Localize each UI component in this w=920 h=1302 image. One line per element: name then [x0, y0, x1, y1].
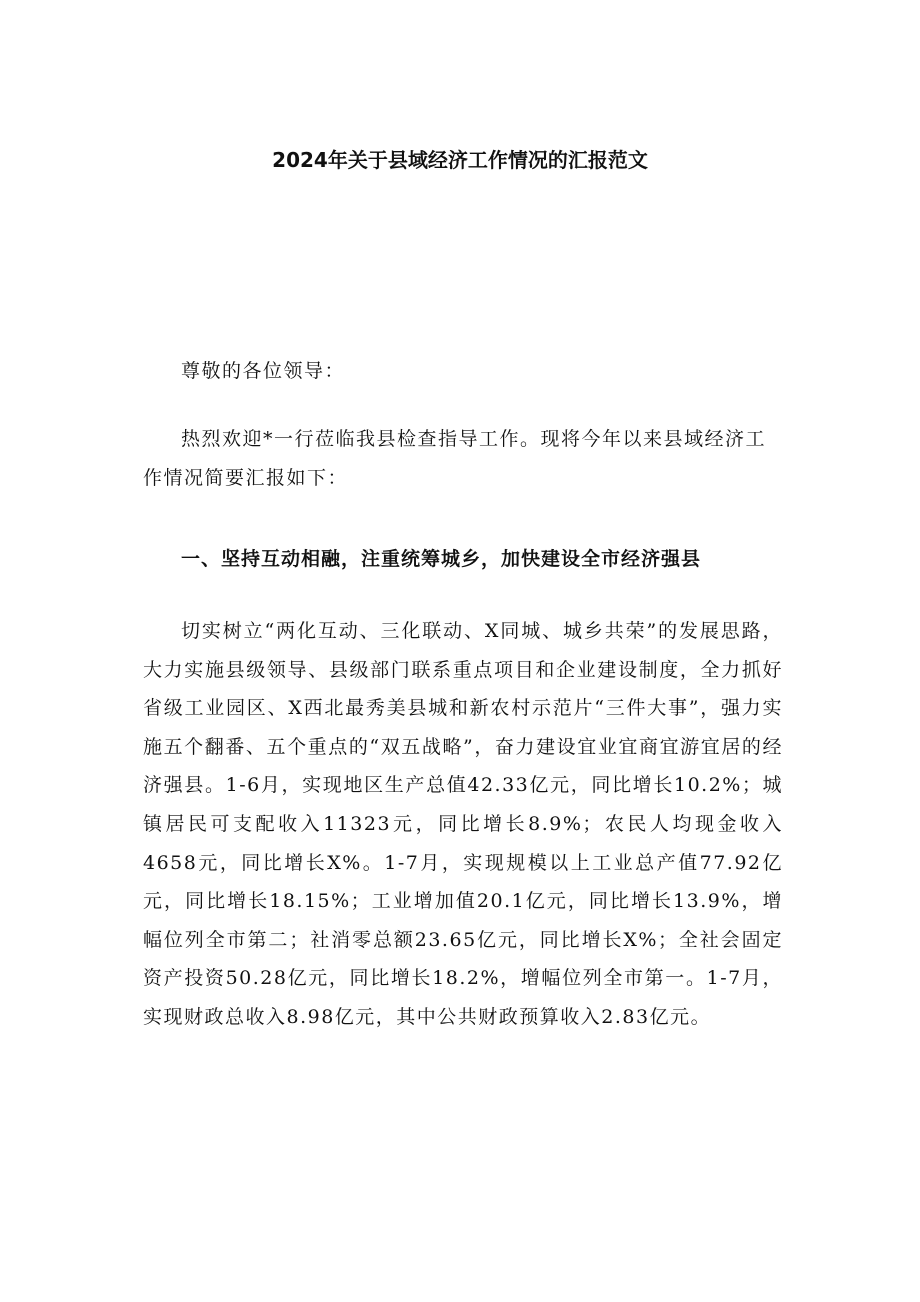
- section-heading: 一、坚持互动相融，注重统筹城乡，加快建设全市经济强县: [181, 548, 702, 570]
- document-title: 2024年关于县域经济工作情况的汇报范文: [272, 148, 648, 172]
- salutation: 尊敬的各位领导：: [181, 360, 346, 382]
- intro-paragraph: 热烈欢迎*一行莅临我县检查指导工作。现将今年以来县域经济工作情况简要汇报如下：: [143, 428, 767, 489]
- section-body-paragraph: 切实树立“两化互动、三化联动、X同城、城乡共荣”的发展思路，大力实施县级领导、县级部门联系重点项目和企业建设制度，全力抓好省级工业园区、X西北最秀美县城和新农村示范片“三件大事”，强力实施五个翻番、五个重点的“双五战略”，奋力建设宜业宜商宜游宜居的经济强县。1-6月，实现地区生产总值42.33亿元，同比增长10.2%；城镇居民可支配收入11323元，同比增长8.9%；农民人均现金收入4658元，同比增长X%。1-7月，实现规模以上工业总产值77.92亿元，同比增长18.15%；工业增加值20.1亿元，同比增长13.9%，增幅位列全市第二；社消零总额23.65亿元，同比增长X%；全社会固定资产投资50.28亿元，同比增长18.2%，增幅位列全市第一。1-7月，实现财政总收入8.98亿元，其中公共财政预算收入2.83亿元。: [143, 620, 783, 1028]
